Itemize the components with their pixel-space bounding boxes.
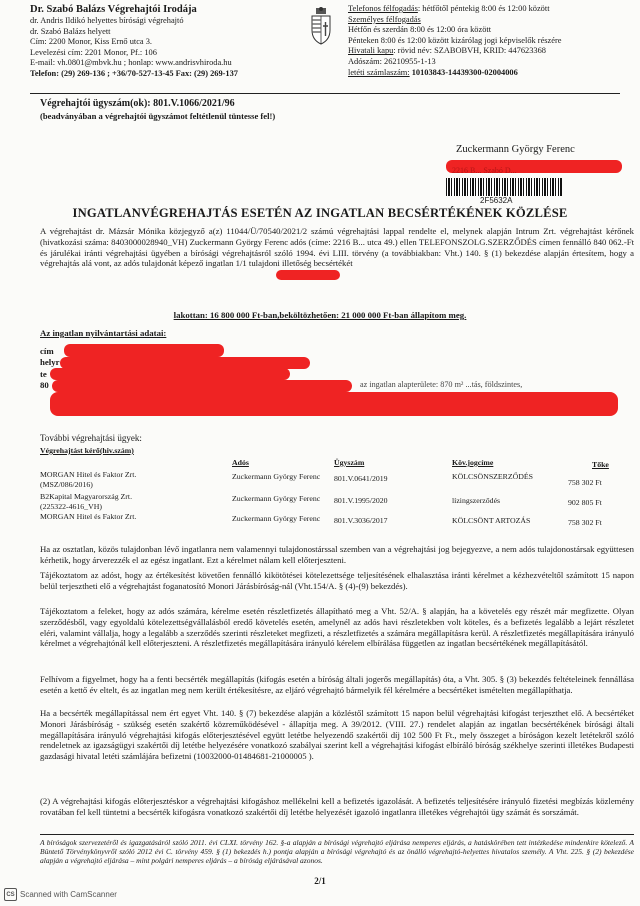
personal-hours-label: Személyes félfogadás xyxy=(348,14,421,24)
scanner-watermark xyxy=(4,888,117,901)
document-title: INGATLANVÉGREHAJTÁS ESETÉN AZ INGATLAN BECSÉRTÉKÉNEK KÖZLÉSE xyxy=(72,206,568,220)
valuation-line: lakottan: 16 800 000 Ft-ban,beköltözhetően: 21 000 000 Ft-ban állapítom meg. xyxy=(173,310,467,320)
deputy-for-line: dr. Szabó Balázs helyett xyxy=(30,26,111,36)
redaction-mark xyxy=(64,344,224,357)
deputy-line: dr. Andris Ildikó helyettes bírósági végrehajtó xyxy=(30,16,184,25)
scanner-label: Scanned with CamScanner xyxy=(20,890,117,899)
office-name: Dr. Szabó Balázs Végrehajtói Irodája xyxy=(30,4,197,15)
account-label: letéti számlaszám: xyxy=(348,67,410,77)
case-number: Végrehajtói ügyszám(ok): 801.V.1066/2021/96 xyxy=(40,98,235,109)
revaluation-paragraph: Felhívom a figyelmet, hogy ha a fenti becsérték megállapítás (kifogás esetén a bíróság általi jogerős megállapítás) óta, a Vht. 305. § (3) bekezdés feltételeinek fennállása esetén a kettő év eltelt, és az ingatlan meg nem került értékesítésre, az eljáró végrehajtó bármelyik fél kérelmére a becsértéket ismételten megállapíthatja. xyxy=(40,674,634,695)
mailing-address-line: Levelezési cím: 2201 Monor, Pf.: 106 xyxy=(30,47,157,57)
registry-heading: Az ingatlan nyilvántartási adatai: xyxy=(40,328,167,338)
gateway-label: Hivatali kapu xyxy=(348,46,394,56)
personal-hours-1: Hétfőn és szerdán 8:00 és 12:00 óra között xyxy=(348,25,492,35)
account-number: 10103843-14439300-02004006 xyxy=(411,67,518,77)
postponement-paragraph: Tájékoztatom az adóst, hogy az értékesítést követően fennálló kikötötései kötelezettsége teljesítésének elhalasztása iránti kérelmet a kézhezvételtől számított 15 napon belül terjesztheti elő a végrehajtást foganatosító Monori Járásbíróság-nál (Vht.154/A. § (4)-(9) bekezdés). xyxy=(40,570,634,591)
phone-hours-label: Telefonos félfogadás xyxy=(348,4,418,13)
personal-hours-2: Pénteken 8:00 és 12:00 között kizárólag jogi képviselők részére xyxy=(348,35,562,45)
col-debtor: Adós xyxy=(232,458,249,467)
col-legal-basis: Köv.jogcíme xyxy=(452,458,494,467)
redaction-mark xyxy=(52,380,352,392)
redaction-mark: 2216 B... Szabó D... xyxy=(446,160,622,173)
header-divider xyxy=(30,93,620,94)
col-caseno: Ügyszám xyxy=(334,458,365,467)
office-hours-header xyxy=(348,4,630,78)
legal-footnote: A bíróságok szervezetéről és igazgatásáról szóló 2011. évi CLXI. törvény 162. §-a alapján a bírósági végrehajtó eljárása nemperes eljárás, a hatáskörében tett intézkedése mindenkire kötelező. A Büntető Törvénykönyvről szóló 2012 évi C. törvény 459. § (1) bekezdés h.) pontja alapján a bírósági végrehajtó és az önálló végrehajtó-helyettes hivatalos személy. A Vht. 225. § (2) bekezdése alapján a végrehajtó eljárása – mint polgári nemperes eljárás – a bíróság eljárásával azonos. xyxy=(40,838,634,866)
intro-paragraph: A végrehajtást dr. Mázsár Mónika közjegyző a(z) 11044/Ü/70540/2021/2 számú végrehajtási lappal rendelte el, melynek alapján Intrum Zrt. végrehajtást kérőnek (hivatkozási száma: 8403000028940_VH) Zuckermann György Ferenc adós (címe: 2216 B... utca 49.) ellen TELEFONSZOLG.SZERZŐDÉS címen fennálló 840 062.-Ft és járulékai iránti végrehajtási ügyében a bírósági végrehajtásról szóló 1994. évi LIII. törvény (a továbbiakban: Vht.) 140. § (1) bekezdése alapján értesítem, hogy a végrehajtás alá vont, az adós tulajdonát képező ingatlan 1/1 tulajdoni illetőség becsértékét xyxy=(40,226,634,269)
barcode-text: 2F5632A xyxy=(480,196,513,205)
registry-labels: cím helyr te 80 xyxy=(40,346,60,391)
col-creditor: Végrehajtást kérő(hiv.szám) xyxy=(40,446,134,455)
phone-hours: : hétfőtől péntekig 8:00 és 12:00 között xyxy=(417,4,550,13)
tax-number: Adószám: 26210955-1-13 xyxy=(348,56,436,66)
office-header xyxy=(30,4,290,80)
footnote-divider xyxy=(40,834,634,835)
other-cases-heading: További végrehajtási ügyek: xyxy=(40,433,142,443)
redaction-mark xyxy=(276,270,340,280)
coat-of-arms-icon xyxy=(308,6,334,46)
address-line: Cím: 2200 Monor, Kiss Ernő utca 3. xyxy=(30,37,153,47)
camscanner-icon: CS xyxy=(4,888,17,901)
case-number-note: (beadványában a végrehajtói ügyszámot feltétlenül tüntesse fel!) xyxy=(40,111,276,121)
col-principal: Tőke xyxy=(592,460,609,469)
gateway-info: : rövid név: SZABOBVH, KRID: 447623368 xyxy=(393,46,546,56)
registry-fragment: az ingatlan alapterülete: 870 m² ...tás, földszintes, xyxy=(360,380,523,389)
redaction-mark xyxy=(50,368,290,380)
recipient-name: Zuckermann György Ferenc xyxy=(456,144,575,155)
payment-proof-paragraph: (2) A végrehajtási kifogás előterjesztéskor a végrehajtási kifogáshoz mellékelni kell a befizetés igazolását. A befizetés teljesítésére irányuló fizetési megbízás közlemény rovatában fel kell tüntetni a becsérték kifogásra vonatkozó szakértői díj letétbe helyezését igazoló ingatlanra illetékes végrehajtói ügy számát és sorszámát. xyxy=(40,796,634,817)
page-number: 2/1 xyxy=(314,876,326,886)
installment-paragraph: Tájékoztatom a feleket, hogy az adós számára, kérelme esetén részletfizetés állapítható meg a Vht. 52/A. § alapján, ha a követelés egy részét már megfizette. Olyan szerződésből, vagy egyoldalú kötelezettségvállalásból eredő követelés esetén, amelynél az adós havi részletekben volt köteles, és a befizetés legalább a lejárt részletet eléri, valamint vállalja, hogy a legalább a szerződés szerinti részleteket megfizeti, a részletfizetés a számára megállapításra kerül. A részletfizetés megállapítására irányuló kérelmet a végrehajtónál kell előterjeszteni. A részletfizetés megállapítására irányuló kérelem elbírálása független az ingatlan becsértékének megállapításától. xyxy=(40,606,634,649)
redaction-mark xyxy=(50,392,618,416)
email-web-line: E-mail: vh.0801@mbvk.hu ; honlap: www.andrisvhiroda.hu xyxy=(30,58,232,68)
co-owner-paragraph: Ha az osztatlan, közös tulajdonban lévő ingatlanra nem valamennyi tulajdonostárssal szemben van a végrehajtási jog bejegyezve, a nem adós tulajdonostársak együttesen kérhetik, hogy árverezzék el az egész ingatlant. Ezt a kérelmet nálam kell előterjeszteni. xyxy=(40,544,634,565)
barcode xyxy=(446,178,562,196)
objection-paragraph: Ha a becsérték megállapítással nem ért egyet Vht. 140. § (7) bekezdése alapján a közléstől számított 15 napon belül végrehajtási kifogást terjeszthet elő. A becsértéket Monori Járásbíróság - szükség esetén szakértő közreműködésével - állapítja meg. A 39/2012. (VIII. 27.) rendelet alapján az ingatlan becsértékének bírósági általi megállapítására irányuló végrehajtási kifogás előterjesztésével együtt letétbe helyezendő szakértői díj 102 500 Ft Ft., mely összeget a bíróságon kezelt letétekről szóló rendeletnek az igazságügyi szakértői díj letétbe helyezésére vonatkozó szabályai szerint kell a végrehajtási kifogást elbíráló bíróság székhelye szerinti illetékes Budapesti gazdasági hivatal letéti számlájára befizetni (10032000-01484681-21000005 ). xyxy=(40,708,634,762)
phone-fax-line: Telefon: (29) 269-136 ; +36/70-527-13-45 Fax: (29) 269-137 xyxy=(30,68,238,78)
document-page: Dr. Szabó Balázs Végrehajtói Irodája dr. Andris Ildikó helyettes bírósági végrehajtó dr. Szabó Balázs helyett Cím: 2200 Monor, Kiss Ernő utca 3. Levelezési cím: 2201 Monor, Pf.: 106 E-mail: vh.0801@mbvk.hu ; honlap: www.andrisvhiroda.hu Telefon: (29) 269-136 ; +36/70-527-13-45 Fax: (29) 269-137 Telefonos félfogadás: hétfőtől péntekig 8:00 és 12:00 között Személyes félfogadás Hétfőn és szerdán 8:00 és 12:00 óra között Pénteken 8:00 és 12:00 között kizárólag jogi képviselők részére Hivatali kapu: rövid név: SZABOBVH, KRID: 447623368 Adószám: 26210955-1-13 letéti számlaszám: 10103843-14439300-02004006 Végrehajtói ügyszám(ok): 801.V.1066/2021/96 (beadványában a végrehajtói ügyszámot feltétlenül tüntesse fel!) Zuckermann György Ferenc 2216 B... Szabó D... 2F5632A INGATLANVÉGREHAJTÁS ESETÉN AZ INGATLAN BECSÉRTÉKÉNEK KÖZLÉSE A végrehajtást dr. Mázsár Mónika közjegyző a(z) 11044/Ü/70540/2021/2 számú végrehajtási lappal rendelte el, melynek alapján Intrum Zrt. végrehajtást kérőnek (hivatkozási száma: 8403000028940_VH) Zuckermann György Ferenc adós (címe: 2216 B... utca 49.) ellen TELEFONSZOLG.SZERZŐDÉS címen fennálló 840 062.-Ft és járulékai iránti végrehajtási ügyében a bírósági végrehajtásról szóló 1994. évi LIII. törvény (a továbbiakban: Vht.) 140. § (1) bekezdése alapján értesítem, hogy a végrehajtás alá vont, az adós tulajdonát képező ingatlan 1/1 tulajdoni illetőség becsértékét lakottan: 16 800 000 Ft-ban,beköltözhetően: 21 000 000 Ft-ban állapítom meg. Az ingatlan nyilvántartási adatai: cím helyr te 80 az ingatlan alapterülete: 870 m² ...tás, földszintes, További végrehajtási ügyek: Végrehajtást kérő(hiv.szám) Adós Ügyszám Köv.jogcíme Tőke MORGAN Hitel és Faktor Zrt. (MSZ/086/2016) Zuckermann György Ferenc 801.V.0641/2019 KÖLCSÖNSZERZŐDÉS 758 302 Ft B2Kapital Magyarország Zrt. (225322-4616_VH) Zuckermann György Ferenc 801.V.1995/2020 lízingszerződés 902 805 Ft MORGAN Hitel és Faktor Zrt. Zuckermann György Ferenc 801.V.3036/2017 KÖLCSÖNT ARTOZÁS 758 302 Ft Ha az osztatlan, közös tulajdonban lévő ingatlanra nem valamennyi tulajdonostárssal szemben van a végrehajtási jog bejegyezve, a nem adós tulajdonostársak együttesen kérhetik, hogy árverezzék el az egész ingatlant. Ezt a kérelmet nálam kell előterjeszteni. Tájékoztatom az adóst, hogy az értékesítést követően fennálló kikötötései kötelezettsége teljesítésének elhalasztása iránti kérelmet a kézhezvételtől számított 15 napon belül terjesztheti elő a végrehajtást foganatosító Monori Járásbíróság-nál (Vht.154/A. § (4)-(9) bekezdés). Tájékoztatom a feleket, hogy az adós számára, kérelme esetén részletfizetés állapítható meg a Vht. 52/A. § alapján, ha a követelés egy részét már megfizette. Olyan szerződésből, vagy egyoldalú kötelezettségvállalásból eredő követelés esetén, amelynél az adós havi részletekben volt köteles, és a befizetés legalább a lejárt részletet eléri, valamint vállalja, hogy a legalább a szerződés szerinti részleteket megfizeti, a részletfizetés a számára megállapításra kerül. A részletfizetés megállapítására irányuló kérelmet a végrehajtónál kell előterjeszteni. A részletfizetés megállapítására irányuló kérelem elbírálása független az ingatlan becsértékének megállapításától. Felhívom a figyelmet, hogy ha a fenti becsérték megállapítás (kifogás esetén a bíróság általi jogerős megállapítás) óta, a Vht. 305. § (3) bekezdés feltételeinek fennállása esetén a kettő év eltelt, és az ingatlan meg nem került értékesítésre, az eljáró végrehajtó bármelyik fél kérelmére a becsértéket ismételten megállapíthatja. Ha a becsérték megállapítással nem ért egyet Vht. 140. § (7) bekezdése alapján a közléstől számított 15 napon belül végrehajtási kifogást terjeszthet elő. A becsértéket Monori Járásbíróság - szükség esetén szakértő közreműködésével - állapítja meg. A 39/2012. (VIII. 27.) rendelet alapján az ingatlan becsértékének bírósági általi megállapítására irányuló végrehajtási kifogás előterjesztésével együtt letétbe helyezendő szakértői díj 102 500 Ft Ft., mely összeget a bíróságon kezelt letétekről szóló rendeletnek az igazságügyi szakértői díj letétbe helyezésére vonatkozó szabályai szerint kell a végrehajtási kifogást elbíráló bíróság székhelye szerinti illetékes Budapesti gazdasági hivatal letéti számlájára befizetni (10032000-01484681-21000005 ). (2) A végrehajtási kifogás előterjesztéskor a végrehajtási kifogáshoz mellékelni kell a befizetés igazolását. A befizetés teljesítésére irányuló fizetési megbízás közlemény rovatában fel kell tüntetni a becsérték kifogásra vonatkozó szakértői díj letétbe helyezését igazoló ingatlanra illetékes végrehajtói ügy számát és sorszámát. A bíróságok szervezetéről és igazgatásáról szóló 2011. évi CLXI. törvény 162. §-a alapján a bírósági végrehajtó eljárása nemperes eljárás, a hatáskörében tett intézkedése mindenkire kötelező. A Büntető Törvénykönyvről szóló 2012 évi C. törvény 459. § (1) bekezdés h.) pontja alapján a bírósági végrehajtó és az önálló végrehajtó-helyettes hivatalos személy. A Vht. 225. § (2) bekezdése alapján a végrehajtó eljárása – mint polgári nemperes eljárás – a bíróság eljárásával azonos. 2/1 CS Scanned with CamScanner xyxy=(0,0,640,906)
